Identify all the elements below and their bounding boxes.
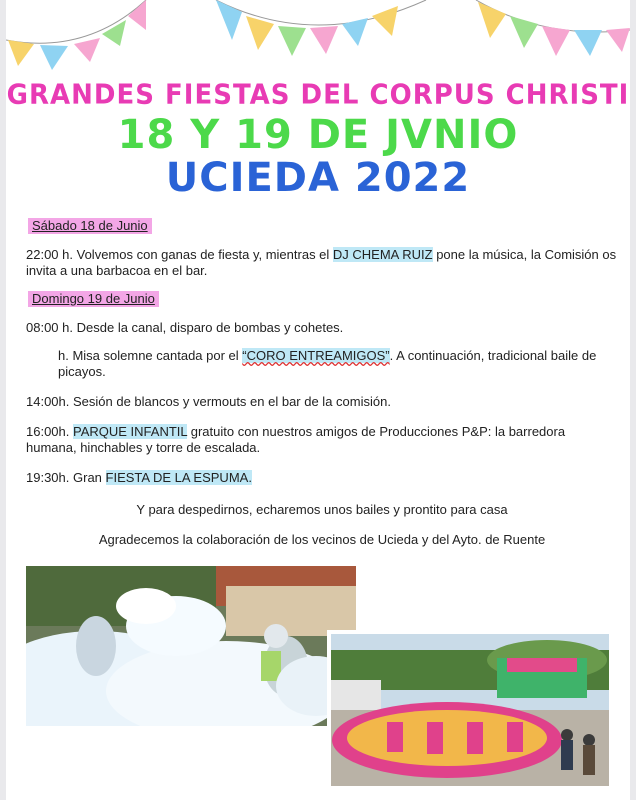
title-place-year: UCIEDA 2022 [165, 155, 471, 201]
inflatable-park-photo [327, 630, 613, 790]
event-sunday-mass: h. Misa solemne cantada por el “CORO ENTREAMIGOS”. A continuación, tradicional baile de picayos. [58, 348, 597, 379]
title-line-1: GRANDES FIESTAS DEL CORPUS CHRISTI [6, 79, 630, 111]
day-heading-saturday: Sábado 18 de Junio [26, 218, 618, 234]
closing-line-1: Y para despedirnos, echaremos unos bailes y prontito para casa [136, 502, 508, 517]
program [26, 218, 618, 548]
day-heading-sunday: Domingo 19 de Junio [26, 291, 618, 307]
event-sunday-1400: 14:00h. Sesión de blancos y vermouts en el bar de la comisión. [26, 394, 391, 409]
event-sunday-1600: 16:00h. PARQUE INFANTIL gratuito con nuestros amigos de Producciones P&P: la barredora humana, hinchables y torre de escalada. [26, 424, 566, 455]
event-saturday-2200: 22:00 h. Volvemos con ganas de fiesta y, mientras el DJ CHEMA RUIZ pone la música, la Comisión os invita a una barbacoa en el bar. [26, 247, 617, 278]
bunting-decoration [6, 0, 630, 80]
poster [6, 0, 630, 800]
event-sunday-1930: 19:30h. Gran FIESTA DE LA ESPUMA. [26, 470, 252, 485]
closing-line-2: Agradecemos la colaboración de los vecinos de Ucieda y del Ayto. de Ruente [98, 532, 546, 547]
title-dates: 18 Y 19 DE JVNIO [117, 112, 519, 158]
foam-party-photo [26, 566, 356, 726]
event-sunday-0800: 08:00 h. Desde la canal, disparo de bombas y cohetes. [26, 320, 344, 335]
